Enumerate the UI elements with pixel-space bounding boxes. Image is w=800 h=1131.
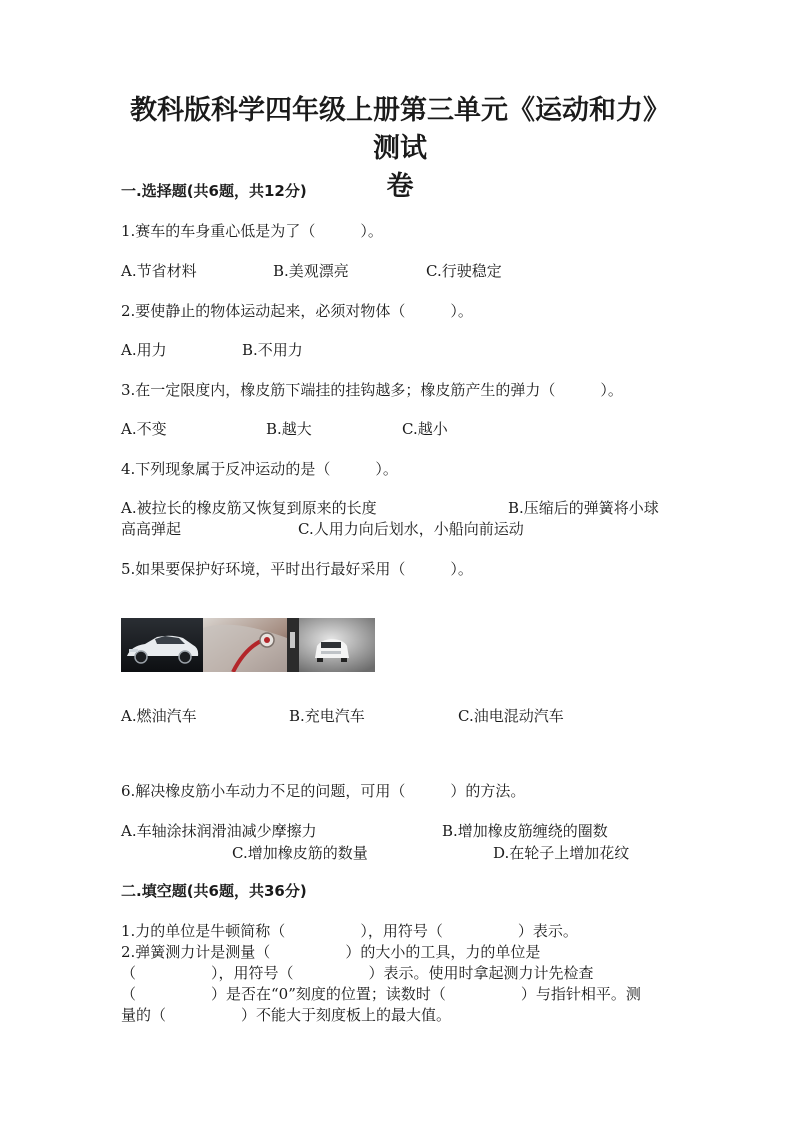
fill-question-2-line-2: （ ），用符号（ ）表示。使用时拿起测力计先检查 [121, 964, 594, 982]
fill-question-2-line-3: （ ）是否在“0”刻度的位置；读数时（ ）与指针相平。测 [121, 985, 641, 1003]
question-6-option-b: B.增加橡皮筋缠绕的圈数 [442, 822, 608, 840]
title-line-2: 卷 [386, 171, 414, 202]
question-5-option-c: C.油电混动汽车 [458, 707, 564, 725]
question-3-option-a: A.不变 [121, 420, 167, 438]
question-4-option-b: B.压缩后的弹簧将小球 [508, 499, 659, 517]
fill-question-2-line-1: 2.弹簧测力计是测量（ ）的大小的工具，力的单位是 [121, 943, 541, 961]
section-heading-fill: 二.填空题(共6题，共36分) [121, 882, 307, 900]
question-4-stem: 4.下列现象属于反冲运动的是（ ）。 [121, 460, 398, 478]
fill-question-1: 1.力的单位是牛顿简称（ ），用符号（ ）表示。 [121, 922, 578, 940]
fill-question-2-line-4: 量的（ ）不能大于刻度板上的最大值。 [121, 1006, 452, 1024]
question-3-option-c: C.越小 [402, 420, 448, 438]
question-4-option-b-continued: 高高弹起 [121, 520, 182, 538]
fuel-car-photo [121, 618, 203, 672]
question-6-option-d: D.在轮子上增加花纹 [493, 844, 630, 862]
question-5-option-a: A.燃油汽车 [121, 707, 197, 725]
question-5-stem: 5.如果要保护好环境，平时出行最好采用（ ）。 [121, 560, 473, 578]
question-6-option-c: C.增加橡皮筋的数量 [232, 844, 368, 862]
question-1-option-b: B.美观漂亮 [273, 262, 349, 280]
title-line-1: 教科版科学四年级上册第三单元《运动和力》测试 [130, 95, 670, 164]
question-1-option-c: C.行驶稳定 [426, 262, 502, 280]
question-6-option-a: A.车轴涂抹润滑油减少摩擦力 [121, 822, 317, 840]
question-2-stem: 2.要使静止的物体运动起来，必须对物体（ ）。 [121, 302, 473, 320]
question-4-option-c: C.人用力向后划水，小船向前运动 [298, 520, 524, 538]
section-heading-choice: 一.选择题(共6题，共12分) [121, 182, 307, 200]
hybrid-car-photo [287, 618, 375, 672]
question-1-option-a: A.节省材料 [121, 262, 197, 280]
question-6-stem: 6.解决橡皮筋小车动力不足的问题，可用（ ）的方法。 [121, 782, 526, 800]
question-2-option-b: B.不用力 [242, 341, 303, 359]
charging-car-photo [203, 618, 287, 672]
question-3-option-b: B.越大 [266, 420, 312, 438]
question-3-stem: 3.在一定限度内，橡皮筋下端挂的挂钩越多；橡皮筋产生的弹力（ ）。 [121, 381, 623, 399]
question-1-stem: 1.赛车的车身重心低是为了（ ）。 [121, 222, 383, 240]
question-5-option-b: B.充电汽车 [289, 707, 365, 725]
question-4-option-a: A.被拉长的橡皮筋又恢复到原来的长度 [121, 499, 377, 517]
question-2-option-a: A.用力 [121, 341, 167, 359]
